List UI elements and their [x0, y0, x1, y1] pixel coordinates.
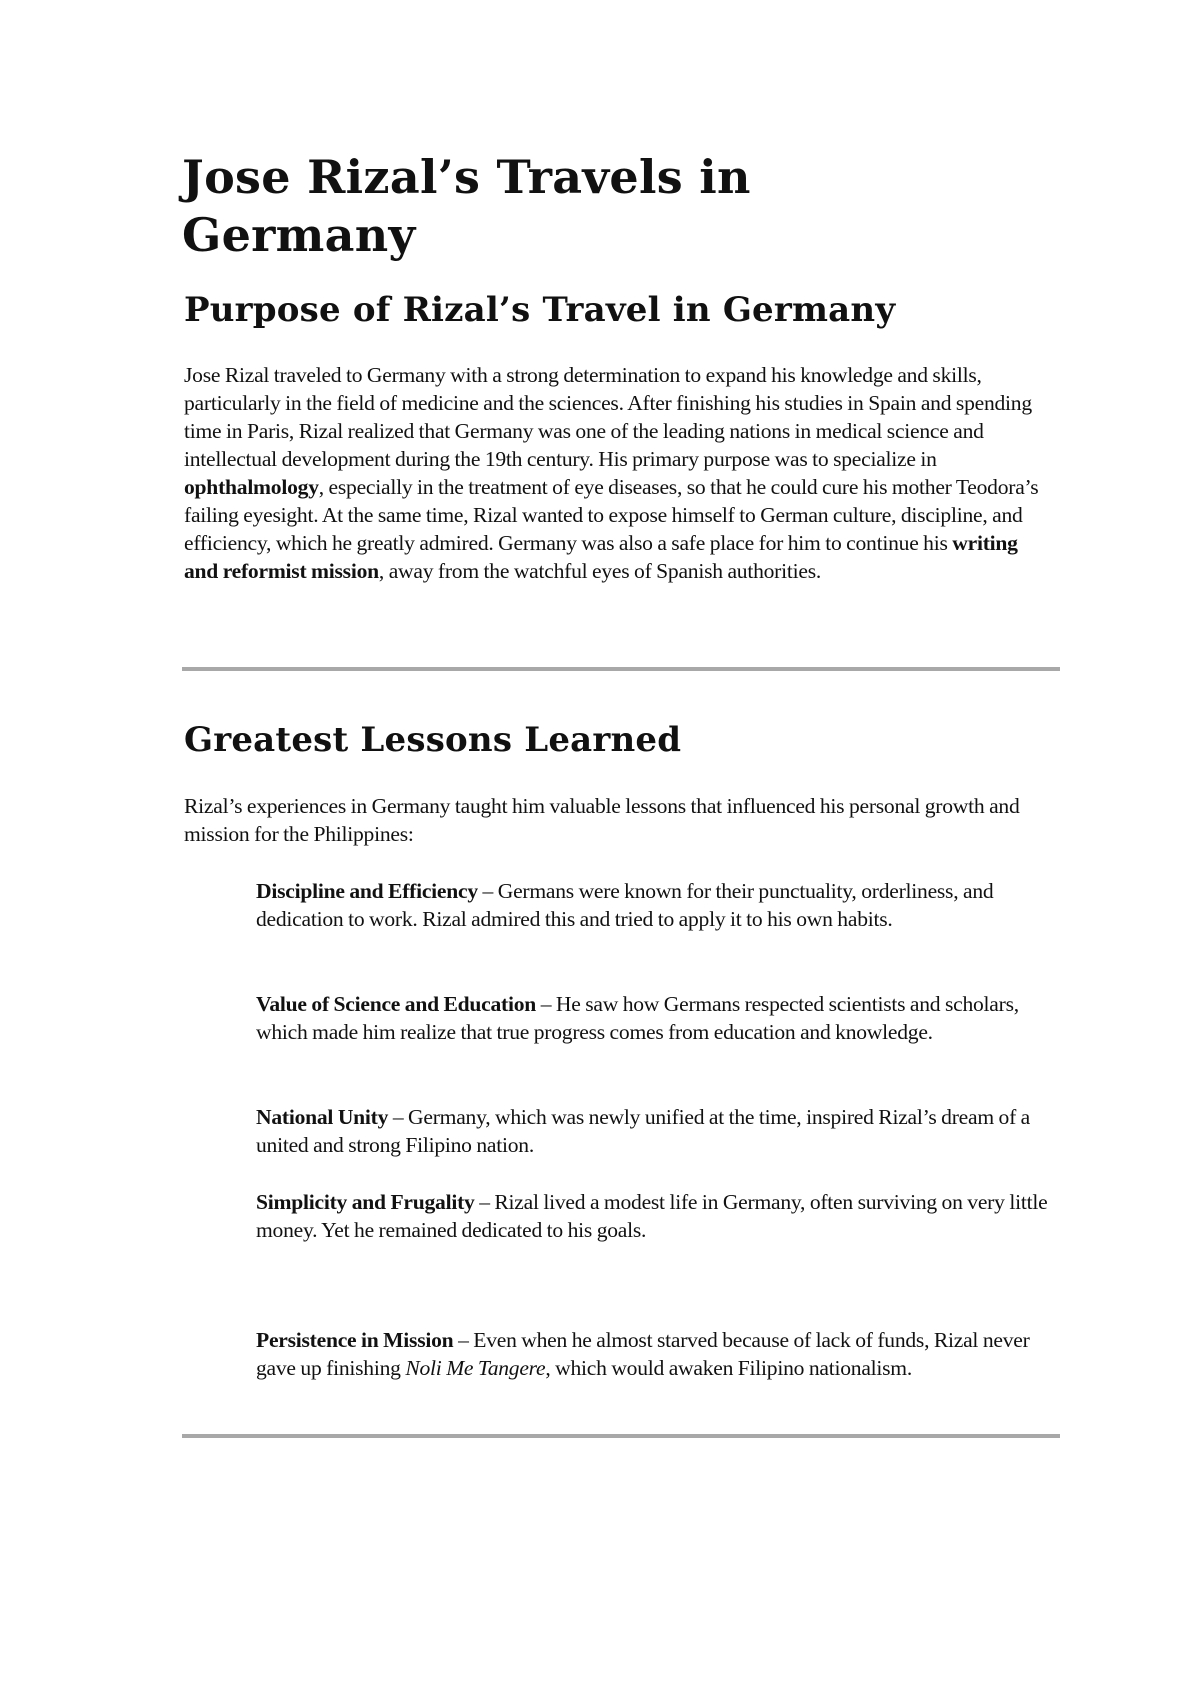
lesson-item-unity — [256, 1103, 1056, 1159]
purpose-text-1: Jose Rizal traveled to Germany with a strong determination to expand his knowledge and skills, particularly in the field of medicine and the sciences. After finishing his studies in Spain and spending time in Paris, Rizal realized that Germany was one of the leading nations in medical science and intellectual development during the 19th century. His primary purpose was to specialize in — [184, 363, 1032, 471]
section-heading-purpose: Purpose of Rizal’s Travel in Germany — [184, 290, 896, 330]
lesson-text-end: , which would awaken Filipino nationalism. — [545, 1356, 913, 1380]
purpose-text-2: , especially in the treatment of eye diseases, so that he could cure his mother Teodora’s failing eyesight. At the same time, Rizal wanted to expose himself to German culture, discipline, and efficiency, which he greatly admired. Germany was also a safe place for him to continue his — [184, 475, 1039, 555]
lesson-text: – He saw how Germans respected scientists and scholars, which made him realize that true progress comes from education and knowledge. — [256, 992, 1019, 1044]
document-title: Jose Rizal’s Travels in Germany — [182, 150, 751, 262]
purpose-bold-ophthalmology: ophthalmology — [184, 475, 319, 499]
purpose-bold-mission: writing and reformist mission — [184, 531, 1018, 583]
section-heading-lessons: Greatest Lessons Learned — [184, 720, 682, 760]
lesson-term: Persistence in Mission — [256, 1328, 454, 1352]
lesson-item-discipline — [256, 877, 1056, 933]
lessons-intro-paragraph: Rizal’s experiences in Germany taught him valuable lessons that influenced his personal growth and mission for the Philippines: — [184, 794, 1020, 846]
book-title-italic: Noli Me Tangere — [405, 1356, 546, 1380]
lesson-text: – Rizal lived a modest life in Germany, often surviving on very little money. Yet he remained dedicated to his goals. — [256, 1190, 1048, 1242]
purpose-paragraph — [184, 361, 1044, 585]
lesson-item-persistence — [256, 1326, 1056, 1382]
purpose-text-3: , away from the watchful eyes of Spanish authorities. — [378, 559, 821, 583]
lesson-text: – Even when he almost starved because of lack of funds, Rizal never gave up finishing — [256, 1328, 1030, 1380]
lesson-term: Simplicity and Frugality — [256, 1190, 475, 1214]
horizontal-rule — [182, 667, 1060, 671]
lesson-term: Discipline and Efficiency — [256, 879, 478, 903]
horizontal-rule — [182, 1434, 1060, 1438]
lesson-item-science — [256, 990, 1056, 1046]
lesson-text: – Germans were known for their punctuality, orderliness, and dedication to work. Rizal admired this and tried to apply it to his own habits. — [256, 879, 994, 931]
lesson-item-simplicity — [256, 1188, 1056, 1244]
lesson-term: National Unity — [256, 1105, 389, 1129]
lesson-text: – Germany, which was newly unified at the time, inspired Rizal’s dream of a united and strong Filipino nation. — [256, 1105, 1031, 1157]
lesson-term: Value of Science and Education — [256, 992, 537, 1016]
